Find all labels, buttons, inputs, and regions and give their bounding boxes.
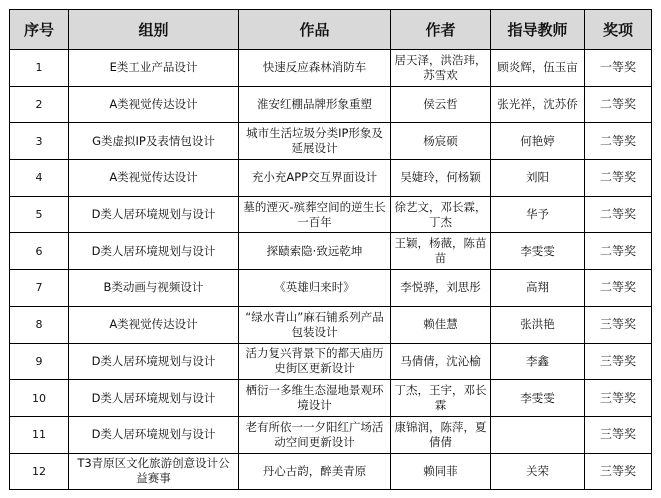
- awards-table: [9, 9, 652, 490]
- cell-group: A类视觉传达设计: [69, 86, 239, 123]
- cell-advisor: 张光祥，沈苏侨: [491, 86, 585, 123]
- cell-author: 王颖，杨薇，陈苗苗: [391, 233, 491, 270]
- cell-advisor: 李雯雯: [491, 380, 585, 417]
- cell-work: 淮安红棚品牌形象重塑: [239, 86, 391, 123]
- cell-group: D类人居环境规划与设计: [69, 380, 239, 417]
- header-work: 作品: [239, 10, 391, 50]
- cell-work: “绿水青山”麻石铺系列产品包装设计: [239, 306, 391, 343]
- cell-author: 居天泽，洪浩玮，苏雪欢: [391, 50, 491, 87]
- header-award: 奖项: [585, 10, 652, 50]
- table-row: [10, 196, 652, 233]
- cell-award: 二等奖: [585, 160, 652, 197]
- cell-index: 7: [10, 270, 69, 307]
- cell-advisor: 李鑫: [491, 343, 585, 380]
- table-body: [10, 50, 652, 490]
- cell-work: 快速反应森林消防车: [239, 50, 391, 87]
- cell-advisor: 高翔: [491, 270, 585, 307]
- header-row: [10, 10, 652, 50]
- cell-index: 8: [10, 306, 69, 343]
- cell-author: 赖同菲: [391, 453, 491, 490]
- cell-group: A类视觉传达设计: [69, 306, 239, 343]
- cell-index: 4: [10, 160, 69, 197]
- cell-index: 9: [10, 343, 69, 380]
- cell-author: 杨宸硕: [391, 123, 491, 160]
- table-row: [10, 380, 652, 417]
- header-index: 序号: [10, 10, 69, 50]
- cell-award: 三等奖: [585, 380, 652, 417]
- cell-index: 2: [10, 86, 69, 123]
- cell-advisor: 华予: [491, 196, 585, 233]
- cell-group: D类人居环境规划与设计: [69, 233, 239, 270]
- cell-group: D类人居环境规划与设计: [69, 416, 239, 453]
- awards-table-container: [9, 9, 651, 490]
- cell-award: 二等奖: [585, 270, 652, 307]
- cell-award: 二等奖: [585, 233, 652, 270]
- cell-award: 二等奖: [585, 196, 652, 233]
- cell-advisor: 张洪艳: [491, 306, 585, 343]
- table-row: [10, 306, 652, 343]
- cell-work: 探赜索隐·致远乾坤: [239, 233, 391, 270]
- cell-index: 1: [10, 50, 69, 87]
- cell-index: 6: [10, 233, 69, 270]
- cell-author: 康锦润，陈萍，夏倩倩: [391, 416, 491, 453]
- cell-advisor: 李雯雯: [491, 233, 585, 270]
- table-row: [10, 160, 652, 197]
- cell-advisor: 顾炎辉，伍玉亩: [491, 50, 585, 87]
- table-row: [10, 123, 652, 160]
- cell-author: 李悦骅，刘思彤: [391, 270, 491, 307]
- table-row: [10, 270, 652, 307]
- cell-award: 二等奖: [585, 123, 652, 160]
- cell-work: 充小充APP交互界面设计: [239, 160, 391, 197]
- cell-group: E类工业产品设计: [69, 50, 239, 87]
- cell-group: B类动画与视频设计: [69, 270, 239, 307]
- table-row: [10, 86, 652, 123]
- cell-work: 城市生活垃圾分类IP形象及延展设计: [239, 123, 391, 160]
- cell-award: 三等奖: [585, 343, 652, 380]
- table-row: [10, 50, 652, 87]
- cell-group: A类视觉传达设计: [69, 160, 239, 197]
- cell-author: 侯云哲: [391, 86, 491, 123]
- cell-index: 11: [10, 416, 69, 453]
- cell-award: 一等奖: [585, 50, 652, 87]
- cell-work: 活力复兴背景下的都天庙历史街区更新设计: [239, 343, 391, 380]
- cell-work: 栖衍一多维生态湿地景观环境设计: [239, 380, 391, 417]
- cell-work: 墓的湮灭-殡葬空间的逆生长一百年: [239, 196, 391, 233]
- cell-group: D类人居环境规划与设计: [69, 343, 239, 380]
- cell-author: 丁杰，王宇，邓长霖: [391, 380, 491, 417]
- cell-advisor: 何艳婷: [491, 123, 585, 160]
- cell-author: 吴婕玲，何杨颖: [391, 160, 491, 197]
- cell-index: 10: [10, 380, 69, 417]
- header-group: 组别: [69, 10, 239, 50]
- cell-work: 丹心古韵，醉美青原: [239, 453, 391, 490]
- cell-group: T3青原区文化旅游创意设计公益赛事: [69, 453, 239, 490]
- cell-author: 赖佳慧: [391, 306, 491, 343]
- cell-award: 三等奖: [585, 416, 652, 453]
- cell-index: 3: [10, 123, 69, 160]
- header-advisor: 指导教师: [491, 10, 585, 50]
- table-row: [10, 453, 652, 490]
- cell-group: D类人居环境规划与设计: [69, 196, 239, 233]
- cell-advisor: [491, 416, 585, 453]
- cell-group: G类虚拟IP及表情包设计: [69, 123, 239, 160]
- cell-award: 三等奖: [585, 306, 652, 343]
- cell-author: 马倩倩，沈沁榆: [391, 343, 491, 380]
- cell-advisor: 刘阳: [491, 160, 585, 197]
- table-row: [10, 416, 652, 453]
- table-row: [10, 233, 652, 270]
- cell-index: 5: [10, 196, 69, 233]
- cell-work: 老有所依一一夕阳红广场活动空间更新设计: [239, 416, 391, 453]
- cell-author: 徐艺文，邓长霖，丁杰: [391, 196, 491, 233]
- cell-index: 12: [10, 453, 69, 490]
- table-row: [10, 343, 652, 380]
- cell-advisor: 关荣: [491, 453, 585, 490]
- header-author: 作者: [391, 10, 491, 50]
- cell-award: 三等奖: [585, 453, 652, 490]
- cell-award: 二等奖: [585, 86, 652, 123]
- cell-work: 《英雄归来时》: [239, 270, 391, 307]
